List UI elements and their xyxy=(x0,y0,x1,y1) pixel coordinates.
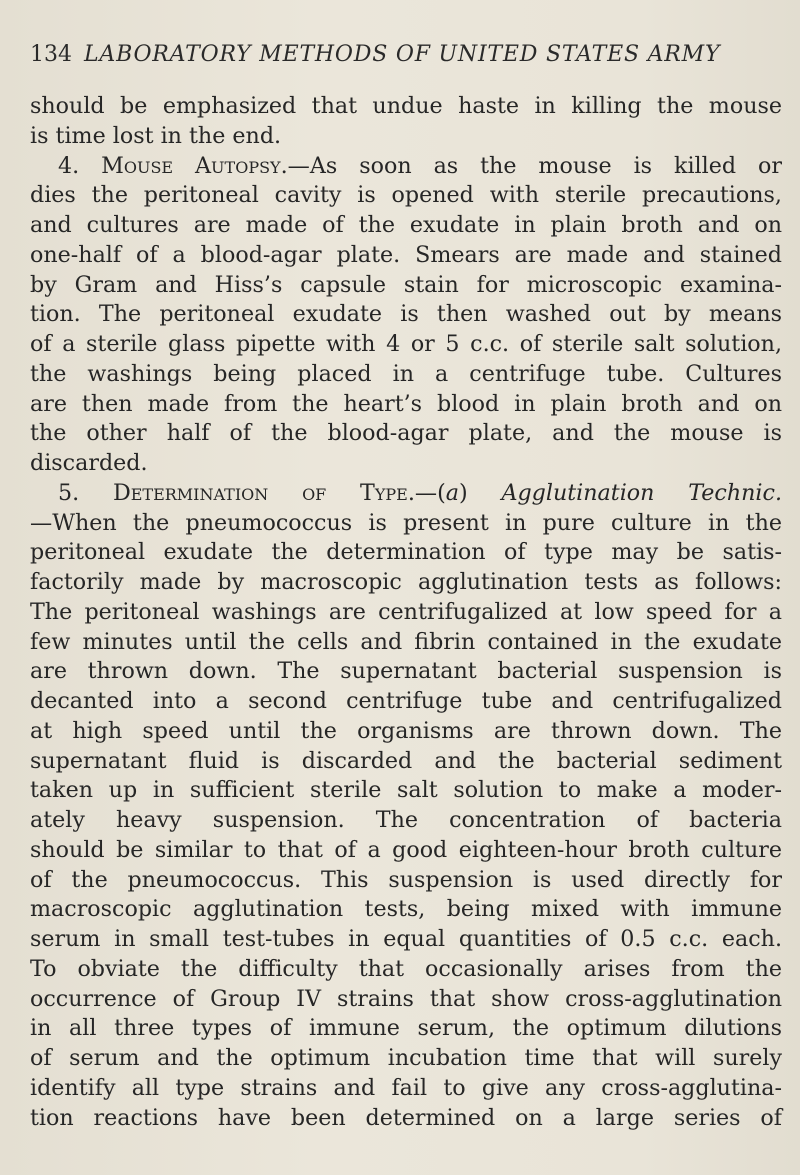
body-text xyxy=(30,92,782,1133)
text-line: serum in small test-tubes in equal quantities of 0.5 c.c. each. xyxy=(30,926,782,952)
text-line: of serum and the optimum incubation time that will surely xyxy=(30,1045,782,1071)
text-line: tion. The peritoneal exudate is then washed out by means xyxy=(30,301,782,328)
text-line: are then made from the heart’s blood in plain broth and on xyxy=(30,390,782,417)
running-header xyxy=(30,42,790,67)
text-line: peritoneal exudate the determination of type may be satis- xyxy=(30,539,782,566)
text-line: decanted into a second centrifuge tube and centrifugalized xyxy=(30,688,782,714)
text-line: identify all type strains and fail to give any cross-agglutina- xyxy=(30,1074,782,1101)
text-line: are thrown down. The supernatant bacterial suspension is xyxy=(30,658,782,685)
text-line: at high speed until the organisms are thrown down. The xyxy=(30,717,782,744)
text-line: should be emphasized that undue haste in killing the mouse xyxy=(30,93,782,119)
text-line: occurrence of Group IV strains that show cross-agglutination xyxy=(30,985,782,1012)
text-line: in all three types of immune serum, the optimum dilutions xyxy=(30,1015,782,1042)
section-5-heading: 5. Determination of Type. xyxy=(58,479,415,506)
subsection-heading: Agglutination Technic. xyxy=(501,479,782,506)
section-heading-line: 4. Mouse Autopsy.—As soon as the mouse is killed or xyxy=(58,152,782,179)
text-line: the washings being placed in a centrifuge tube. Cultures xyxy=(30,360,782,387)
text-line: ately heavy suspension. The concentration of bacteria xyxy=(30,807,782,833)
text-line: of the pneumococcus. This suspension is used directly for xyxy=(30,866,782,893)
text-line: —When the pneumococcus is present in pure culture in the xyxy=(30,509,782,536)
text-line: is time lost in the end. xyxy=(30,122,282,149)
text-line: To obviate the difficulty that occasionally arises from the xyxy=(30,955,782,982)
text-line: supernatant fluid is discarded and the bacterial sediment xyxy=(30,747,782,774)
section-4-heading: 4. Mouse Autopsy. xyxy=(58,152,288,179)
text-line: and cultures are made of the exudate in plain broth and on xyxy=(30,212,782,238)
text-line: taken up in sufficient sterile salt solution to make a moder- xyxy=(30,777,782,804)
text-line: few minutes until the cells and fibrin contained in the exudate xyxy=(30,628,782,655)
text-line: factorily made by macroscopic agglutination tests as follows: xyxy=(30,569,782,595)
text-line: tion reactions have been determined on a large series of xyxy=(30,1104,782,1131)
text-line: dies the peritoneal cavity is opened with sterile precautions, xyxy=(30,182,782,209)
text-line: of a sterile glass pipette with 4 or 5 c.c. of sterile salt solution, xyxy=(30,331,782,357)
text-line: by Gram and Hiss’s capsule stain for microscopic examina- xyxy=(30,271,782,298)
text-line: The peritoneal washings are centrifugalized at low speed for a xyxy=(30,598,782,625)
text-line: should be similar to that of a good eighteen-hour broth culture xyxy=(30,836,782,863)
page-number: 134 xyxy=(30,42,72,67)
text-line: discarded. xyxy=(30,450,148,476)
text-line: one-half of a blood-agar plate. Smears are made and stained xyxy=(30,241,782,268)
running-title: LABORATORY METHODS OF UNITED STATES ARMY xyxy=(84,42,721,67)
text-line: macroscopic agglutination tests, being mixed with immune xyxy=(30,896,782,923)
text-line: the other half of the blood-agar plate, and the mouse is xyxy=(30,420,782,447)
section-heading-line: 5. Determination of Type.—(a) Agglutination Technic. xyxy=(58,479,782,506)
